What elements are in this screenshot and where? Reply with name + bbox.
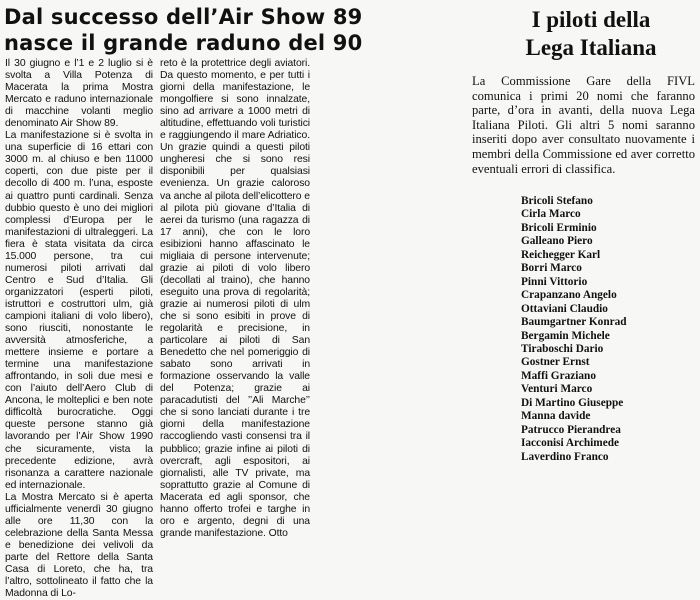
article-headline-line-1: Dal successo dell’Air Show 89 — [4, 5, 363, 29]
pilot-name: Crapanzano Angelo — [521, 289, 617, 302]
pilot-name: Cirla Marco — [521, 208, 581, 221]
article-paragraph: La manifestazione si è svolta in una superficie di 16 ettari con 3000 m. al chiuso e ben 11000 coperti, con due piste per il decollo di 400 m. l’una, esposte ai quattro punti cardinali. Senza dubbio questo è uno dei migliori complessi d’Europa per le manifestazioni di ultraleggeri. La fiera è stata visitata da circa 15.000 persone, tra cui numerosi piloti arrivati dal Centro e Sud d’Italia. Gli organizzatori (esperti piloti, istruttori e costruttori ulm, già campioni italiani di volo libero), sono riusciti, nonostante le avversità atmosferiche, a mettere insieme e portare a termine una manifestazione affrontando, in soli due mesi e con l’aiuto dell’Aero Club di Ancona, le molteplici e ben note difficoltà burocratiche. Oggi queste persone stanno già lavorando per l’Air Show 1990 che sicuramente, vista la precedente edizione, avrà risonanza a carattere nazionale ed internazionale. — [5, 130, 153, 491]
article-paragraph: La Mostra Mercato si è aperta ufficialmente venerdì 30 giugno alle ore 11,30 con la celebrazione della Santa Messa e benedizione dei velivoli da parte del Rettore della Santa Casa di Loreto, che ha, tra l’altro, sottolineato il fatto che la Madonna di Lo- — [5, 491, 153, 600]
sidebar-headline-line-2: Lega Italiana — [525, 35, 657, 60]
pilot-list — [521, 195, 696, 464]
sidebar-headline-line-1: I piloti della — [531, 7, 651, 32]
pilot-name: Ottaviani Claudio — [521, 302, 608, 315]
pilot-name: Laverdino Franco — [521, 450, 609, 463]
pilot-name: Bergamin Michele — [521, 329, 610, 342]
pilot-name: Manna davide — [521, 410, 591, 423]
pilot-name: Patrucco Pierandrea — [521, 423, 621, 436]
article-headline-line-2: nasce il grande raduno del 90 — [4, 31, 363, 55]
pilot-name: Bricoli Erminio — [521, 221, 597, 234]
pilot-name: Tiraboschi Dario — [521, 342, 604, 355]
pilot-name: Venturi Marco — [521, 383, 593, 396]
article-column-1 — [5, 58, 153, 600]
pilot-name: Borri Marco — [521, 262, 582, 275]
pilot-name: Di Martino Giuseppe — [521, 396, 624, 409]
article-headline — [4, 4, 474, 56]
article-paragraph: reto è la protettrice degli aviatori. Da questo momento, e per tutti i giorni della manifestazione, le mongolfiere si sono innalzate, sino ad arrivare a 1000 metri di altitudine, effettuando voli turistici e raggiungendo il mare Adriatico. Un grazie quindi a questi piloti ungheresi che si sono resi disponibili per qualsiasi evenienza. Un grazie caloroso va anche al pilota dell’elicottero e al pilota più giovane d’Italia di aerei da turismo (una ragazza di 17 anni), che con le loro esibizioni hanno affascinato le migliaia di persone intervenute; grazie ai piloti di volo libero (decollati al traino), che hanno eseguito una prova di regolarità; grazie ai numerosi piloti di ulm che si sono esibiti in prove di regolarità e precisione, in particolare ai piloti di San Benedetto che nel pomeriggio di sabato sono arrivati in formazione osservando la valle del Potenza; grazie ai paracadutisti del ’’Ali Marche’’ che si sono lanciati durante i tre giorni della manifestazione raccogliendo vasti consensi tra il pubblico; grazie infine ai piloti di overcraft, agli espositori, ai giornalisti, alle TV private, ma soprattutto grazie al Comune di Macerata ed agli sponsor, che hanno offerto trofei e targhe in oro e argento, degni di una grande manifestazione. Otto — [160, 58, 310, 539]
pilot-name: Maffi Graziano — [521, 369, 596, 382]
pilot-name: Pinni Vittorio — [521, 275, 588, 288]
article-column-2 — [160, 58, 310, 540]
pilot-name: Reichegger Karl — [521, 248, 601, 261]
article-paragraph: Il 30 giugno e l’1 e 2 luglio si è svolta a Villa Potenza di Macerata la prima Mostra Mercato e raduno internazionale di macchine volanti meglio denominato Air Show 89. — [5, 58, 153, 130]
pilot-name: Bricoli Stefano — [521, 195, 593, 207]
sidebar-intro: La Commissione Gare della FIVL comunica i primi 20 nomi che faranno parte, d’ora in avanti, della nuova Lega Italiana Piloti. Gli altri 5 nomi saranno inseriti dopo aver consultato nuovamente i membri della Commissione ed aver corretto eventuali errori di classifica. — [472, 74, 695, 176]
sidebar-headline — [486, 6, 696, 62]
pilot-name: Galleano Piero — [521, 235, 593, 248]
pilot-name: Iacconisi Archimede — [521, 437, 620, 450]
pilot-name: Gostner Ernst — [521, 356, 590, 369]
pilot-name: Baumgartner Konrad — [521, 316, 627, 329]
